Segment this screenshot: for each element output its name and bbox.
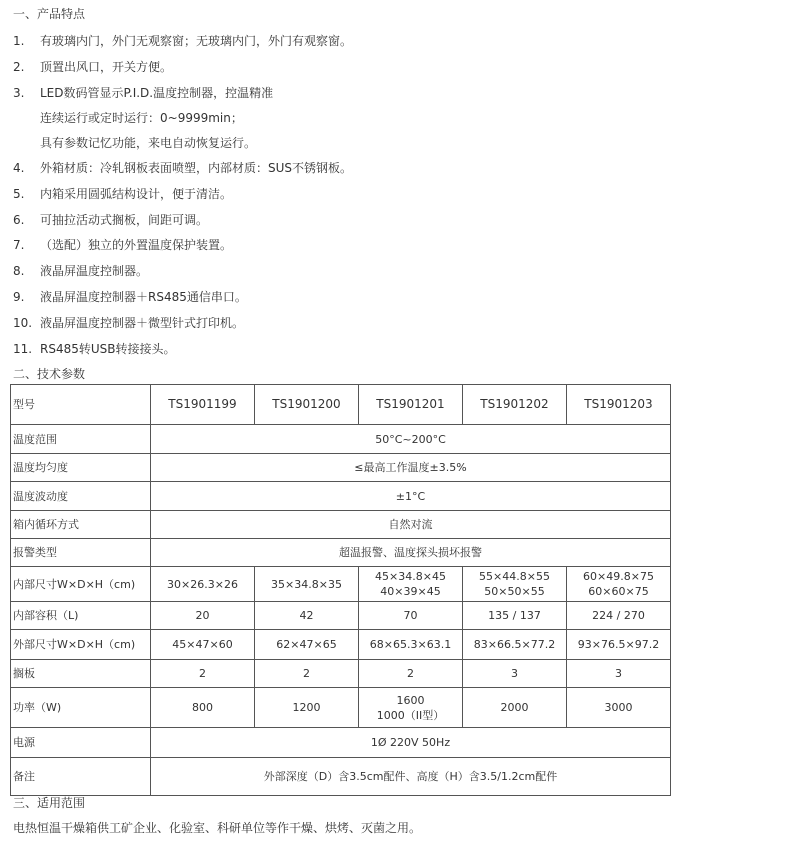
value-cell: 2 (255, 660, 359, 688)
value-cell: 135 / 137 (463, 602, 567, 630)
merged-value-cell: 外部深度（D）含3.5cm配件、高度（H）含3.5/1.2cm配件 (151, 758, 671, 796)
merged-value-cell: ≤最高工作温度±3.5% (151, 454, 671, 482)
feature-sub-line: 连续运行或定时运行：0~9999min； (40, 111, 243, 125)
model-cell: TS1901199 (151, 385, 255, 425)
feature-item (13, 211, 208, 228)
value-cell (255, 688, 359, 728)
table-row (11, 454, 671, 482)
feature-number: 1. (13, 34, 25, 48)
feature-item (13, 314, 244, 331)
value-cell (567, 688, 671, 728)
cell-line: 1000（II型） (376, 708, 445, 722)
model-cell: TS1901202 (463, 385, 567, 425)
feature-number: 3. (13, 86, 25, 100)
model-cell: TS1901203 (567, 385, 671, 425)
feature-text: （选配）独立的外置温度保护装置。 (40, 238, 233, 252)
table-row (11, 425, 671, 454)
value-cell (151, 567, 255, 602)
feature-text: RS485转USB转接接头。 (40, 342, 176, 356)
feature-number: 8. (13, 264, 25, 278)
model-cell: TS1901200 (255, 385, 359, 425)
value-cell (567, 567, 671, 602)
table-row (11, 758, 671, 796)
cell-line: 60×49.8×75 (583, 570, 654, 583)
feature-number: 6. (13, 213, 25, 227)
cell-line: 55×44.8×55 (479, 570, 550, 583)
table-row (11, 511, 671, 539)
model-cell: TS1901201 (359, 385, 463, 425)
value-cell (463, 567, 567, 602)
feature-text: 液晶屏温度控制器。 (40, 264, 149, 278)
feature-item (13, 159, 352, 176)
value-cell (463, 688, 567, 728)
feature-text: 顶置出风口，开关方便。 (40, 60, 173, 74)
feature-number: 5. (13, 187, 25, 201)
feature-sub-line: 具有参数记忆功能，来电自动恢复运行。 (40, 136, 257, 150)
cell-line: 45×34.8×45 (375, 570, 446, 583)
feature-text: 外箱材质：冷轧钢板表面喷塑，内部材质：SUS不锈钢板。 (40, 161, 353, 175)
feature-number: 7. (13, 238, 25, 252)
table-row (11, 728, 671, 758)
value-cell: 224 / 270 (567, 602, 671, 630)
feature-number: 9. (13, 290, 25, 304)
row-label: 功率（W) (11, 688, 151, 728)
feature-item (13, 185, 232, 202)
row-label: 温度范围 (11, 425, 151, 454)
cell-line: 50×50×55 (484, 585, 545, 598)
usage-text: 电热恒温干燥箱供工矿企业、化验室、科研单位等作干燥、烘烤、灭菌之用。 (13, 821, 422, 835)
row-label: 内部尺寸W×D×H（cm) (11, 567, 151, 602)
feature-text: 液晶屏温度控制器＋RS485通信串口。 (40, 290, 247, 304)
row-label: 温度均匀度 (11, 454, 151, 482)
feature-number: 4. (13, 161, 25, 175)
table-row (11, 385, 671, 425)
cell-line: 60×60×75 (588, 585, 649, 598)
row-label: 箱内循环方式 (11, 511, 151, 539)
merged-value-cell: 50°C~200°C (151, 425, 671, 454)
row-label: 电源 (11, 728, 151, 758)
value-cell: 3 (463, 660, 567, 688)
value-cell: 42 (255, 602, 359, 630)
usage-section-title: 三、适用范围 (13, 796, 86, 810)
merged-value-cell: 超温报警、温度探头损坏报警 (151, 539, 671, 567)
table-row (11, 660, 671, 688)
value-cell: 93×76.5×97.2 (567, 630, 671, 660)
cell-line: 35×34.8×35 (271, 577, 342, 591)
feature-item (13, 262, 148, 279)
feature-text: 可抽拉活动式搁板，间距可调。 (40, 213, 209, 227)
feature-item (13, 84, 273, 101)
merged-value-cell: 1Ø 220V 50Hz (151, 728, 671, 758)
feature-item (13, 58, 172, 75)
cell-line: 1600 (396, 693, 425, 707)
value-cell: 3 (567, 660, 671, 688)
feature-text: 有玻璃内门，外门无观察窗；无玻璃内门，外门有观察窗。 (40, 34, 353, 48)
cell-line: 3000 (604, 701, 633, 714)
value-cell: 45×47×60 (151, 630, 255, 660)
value-cell (255, 567, 359, 602)
feature-text: LED数码管显示P.I.D.温度控制器，控温精准 (40, 86, 274, 100)
table-row (11, 688, 671, 728)
cell-line: 1200 (292, 701, 321, 714)
feature-number: 2. (13, 60, 25, 74)
value-cell (151, 688, 255, 728)
value-cell: 68×65.3×63.1 (359, 630, 463, 660)
feature-item (13, 236, 232, 253)
table-row (11, 630, 671, 660)
feature-number: 11. (13, 342, 33, 356)
params-section-title: 二、技术参数 (13, 367, 86, 381)
cell-line: 2000 (500, 701, 529, 714)
merged-value-cell: ±1°C (151, 482, 671, 511)
value-cell (359, 688, 463, 728)
features-section-title: 一、产品特点 (13, 7, 86, 21)
cell-line: 800 (192, 701, 213, 714)
row-label: 外部尺寸W×D×H（cm) (11, 630, 151, 660)
row-label-model: 型号 (11, 385, 151, 425)
row-label: 温度波动度 (11, 482, 151, 511)
feature-number: 10. (13, 316, 33, 330)
merged-value-cell: 自然对流 (151, 511, 671, 539)
feature-item (13, 340, 176, 357)
table-row (11, 539, 671, 567)
value-cell: 2 (359, 660, 463, 688)
value-cell: 20 (151, 602, 255, 630)
row-label: 内部容积（L) (11, 602, 151, 630)
row-label: 搁板 (11, 660, 151, 688)
value-cell: 70 (359, 602, 463, 630)
cell-line: 30×26.3×26 (167, 577, 238, 591)
row-label: 报警类型 (11, 539, 151, 567)
feature-item (13, 32, 352, 49)
feature-item (13, 288, 247, 305)
cell-line: 40×39×45 (380, 585, 441, 598)
table-row (11, 482, 671, 511)
value-cell (359, 567, 463, 602)
spec-table (10, 384, 671, 796)
table-row (11, 567, 671, 602)
value-cell: 2 (151, 660, 255, 688)
feature-text: 液晶屏温度控制器＋微型针式打印机。 (40, 316, 245, 330)
value-cell: 83×66.5×77.2 (463, 630, 567, 660)
row-label: 备注 (11, 758, 151, 796)
feature-text: 内箱采用圆弧结构设计，便于清洁。 (40, 187, 233, 201)
value-cell: 62×47×65 (255, 630, 359, 660)
table-row (11, 602, 671, 630)
